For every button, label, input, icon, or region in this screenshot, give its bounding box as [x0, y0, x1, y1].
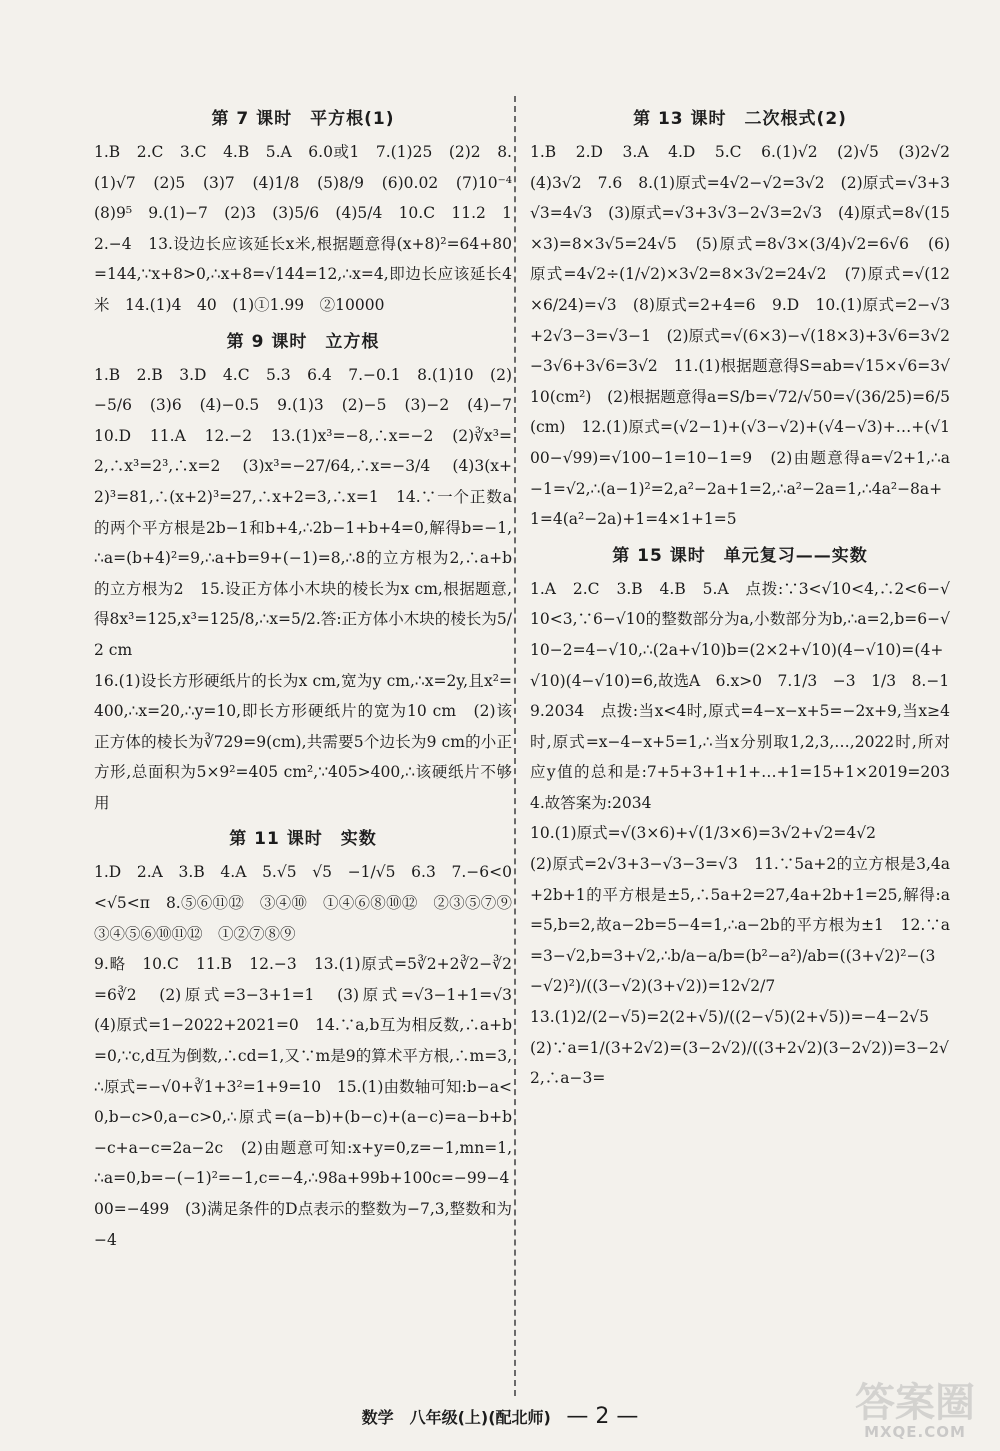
watermark-text: 答案圈	[855, 1380, 975, 1426]
section-title: 第 9 课时 立方根	[226, 331, 380, 352]
page-number: — 2 —	[566, 1404, 639, 1429]
left-column	[94, 98, 528, 1255]
answer-paragraph: 9.2034 点拨:当x<4时,原式=4−x−x+5=−2x+9,当x≥4时,原式=x−4−x+5=1,∴当x分别取1,2,3,…,2022时,所对应y值的总和是:7+5+3+1+1+…+1=15+1×2019=2034.故答案为:2034	[530, 702, 950, 812]
section-title: 第 11 课时 实数	[229, 829, 377, 850]
watermark-url: MXQE.COM	[864, 1423, 966, 1441]
answer-paragraph: 1.B 2.D 3.A 4.D 5.C 6.(1)√2 (2)√5 (3)2√2 (4)3√2 7.6 8.(1)原式=4√2−√2=3√2 (2)原式=√3+3√3=4√3 (3)原式=√3+3√3−2√3=2√3 (4)原式=8√(15×3)=8×3√5=24√5 (5)原式=8√3×(3/4)√2=6√6 (6)原式=4√2÷(1/√2)×3√2=8×3√2=24√2 (7)原式=√(12×6/24)=√3 (8)原式=2+4=6 9.D 10.(1)原式=2−√3+2√3−3=√3−1 (2)原式=√(6×3)−√(18×3)+3√6=3√2−3√6+3√6=3√2 11.(1)根据题意得S=ab=√15×√6=3√10(cm²) (2)根据题意得a=S/b=√72/√50=√(36/25)=6/5(cm) 12.(1)原式=(√2−1)+(√3−√2)+(√4−√3)+…+(√100−√99)=√100−1=10−1=9 (2)由题意得a=√2+1,∴a−1=√2,∴(a−1)²=2,a²−2a+1=2,∴a²−2a=1,∴4a²−8a+1=4(a²−2a)+1=4×1+1=5	[530, 143, 966, 529]
answer-paragraph: 1.A 2.C 3.B 4.B 5.A 点拨:∵3<√10<4,∴2<6−√10<3,∵6−√10的整数部分为a,小数部分为b,∴a=2,b=6−√10−2=4−√10,∴(2a+√10)b=(2×2+√10)(4−√10)=(4+√10)(4−√10)=6,故选A 6.x>0 7.1/3 −3 1/3 8.−1	[530, 579, 950, 690]
right-column	[530, 98, 966, 1094]
watermark-logo	[840, 1380, 990, 1443]
section-lesson-9	[94, 327, 528, 819]
answer-paragraph: 1.D 2.A 3.B 4.A 5.√5 √5 −1/√5 6.3 7.−6<0<√5<π 8.⑤⑥⑪⑫ ③④⑩ ①④⑥⑧⑩⑫ ②③⑤⑦⑨ ③④⑤⑥⑩⑪⑫ ①②⑦⑧⑨	[94, 863, 528, 943]
section-title: 第 13 课时 二次根式(2)	[633, 109, 847, 129]
answer-paragraph: 1.B 2.C 3.C 4.B 5.A 6.0或1 7.(1)25 (2)2 8.(1)√7 (2)5 (3)7 (4)1/8 (5)8/9 (6)0.02 (7)10⁻⁴ (8)9⁵ 9.(1)−7 (2)3 (3)5/6 (4)5/4 10.C 11.2 12.−4 13.设边长应该延长x米,根据题意得(x+8)²=64+80=144,∵x+8>0,∴x+8=√144=12,∴x=4,即边长应该延长4米 14.(1)4 40 (1)①1.99 ②10000	[94, 143, 528, 314]
section-title: 第 15 课时 单元复习——实数	[612, 545, 868, 566]
answer-paragraph: 9.略 10.C 11.B 12.−3 13.(1)原式=5∛2+2∛2−∛2=6∛2 (2)原式=3−3+1=1 (3)原式=√3−1+1=√3 (4)原式=1−2022+2021=0 14.∵a,b互为相反数,∴a+b=0,∵c,d互为倒数,∴cd=1,又∵m是9的算术平方根,∴m=3,∴原式=−√0+∛1+3²=1+9=10 15.(1)由数轴可知:b−a<0,b−c>0,a−c>0,∴原式=(a−b)+(b−c)+(a−c)=a−b+b−c+a−c=2a−2c (2)由题意可知:x+y=0,z=−1,mn=1,∴a=0,b=−(−1)²=−1,c=−4,∴98a+99b+100c=−99−400=−499 (3)满足条件的D点表示的整数为−7,3,整数和为−4	[94, 955, 528, 1249]
answer-paragraph: 13.(1)2/(2−√5)=2(2+√5)/((2−√5)(2+√5))=−4−2√5 (2)∵a=1/(3+2√2)=(3−2√2)/((3+2√2)(3−2√2))=3−2√2,∴a−3=	[530, 1008, 949, 1088]
section-lesson-13	[530, 104, 966, 535]
answer-paragraph: 16.(1)设长方形硬纸片的长为x cm,宽为y cm,∴x=2y,且x²=400,∴x=20,∴y=10,即长方形硬纸片的宽为10 cm (2)该正方体的棱长为∛729=9(cm),共需要5个边长为9 cm的小正方形,总面积为5×9²=405 cm²,∵405>400,∴该硬纸片不够用	[94, 671, 512, 812]
section-lesson-11	[94, 824, 528, 1255]
section-lesson-15	[530, 541, 950, 1094]
answer-paragraph: 10.(1)原式=√(3×6)+√(1/3×6)=3√2+√2=4√2	[530, 824, 876, 843]
section-title: 第 7 课时 平方根(1)	[211, 109, 395, 129]
footer-label: 数学 八年级(上)(配北师)	[361, 1408, 551, 1427]
column-divider	[514, 96, 516, 1396]
answer-paragraph: (2)原式=2√3+3−√3−3=√3 11.∵5a+2的立方根是3,4a+2b+1的平方根是±5,∴5a+2=27,4a+2b+1=25,解得:a=5,b=2,故a−2b=5−4=1,∴a−2b的平方根为±1 12.∵a=3−√2,b=3+√2,∴b/a−a/b=(b²−a²)/ab=((3+√2)²−(3−√2)²)/((3−√2)(3+√2))=12√2/7	[530, 855, 950, 996]
section-lesson-7	[94, 104, 528, 321]
answer-paragraph: 1.B 2.B 3.D 4.C 5.3 6.4 7.−0.1 8.(1)10 (2)−5/6 (3)6 (4)−0.5 9.(1)3 (2)−5 (3)−2 (4)−7 10.D 11.A 12.−2 13.(1)x³=−8,∴x=−2 (2)∛x³=2,∴x³=2³,∴x=2 (3)x³=−27/64,∴x=−3/4 (4)3(x+2)³=81,∴(x+2)³=27,∴x+2=3,∴x=1 14.∵一个正数a的两个平方根是2b−1和b+4,∴2b−1+b+4=0,解得b=−1,∴a=(b+4)²=9,∴a+b=9+(−1)=8,∴8的立方根为2,∴a+b的立方根为2 15.设正方体小木块的棱长为x cm,根据题意,得8x³=125,x³=125/8,∴x=5/2.答:正方体小木块的棱长为5/2 cm	[94, 365, 528, 659]
